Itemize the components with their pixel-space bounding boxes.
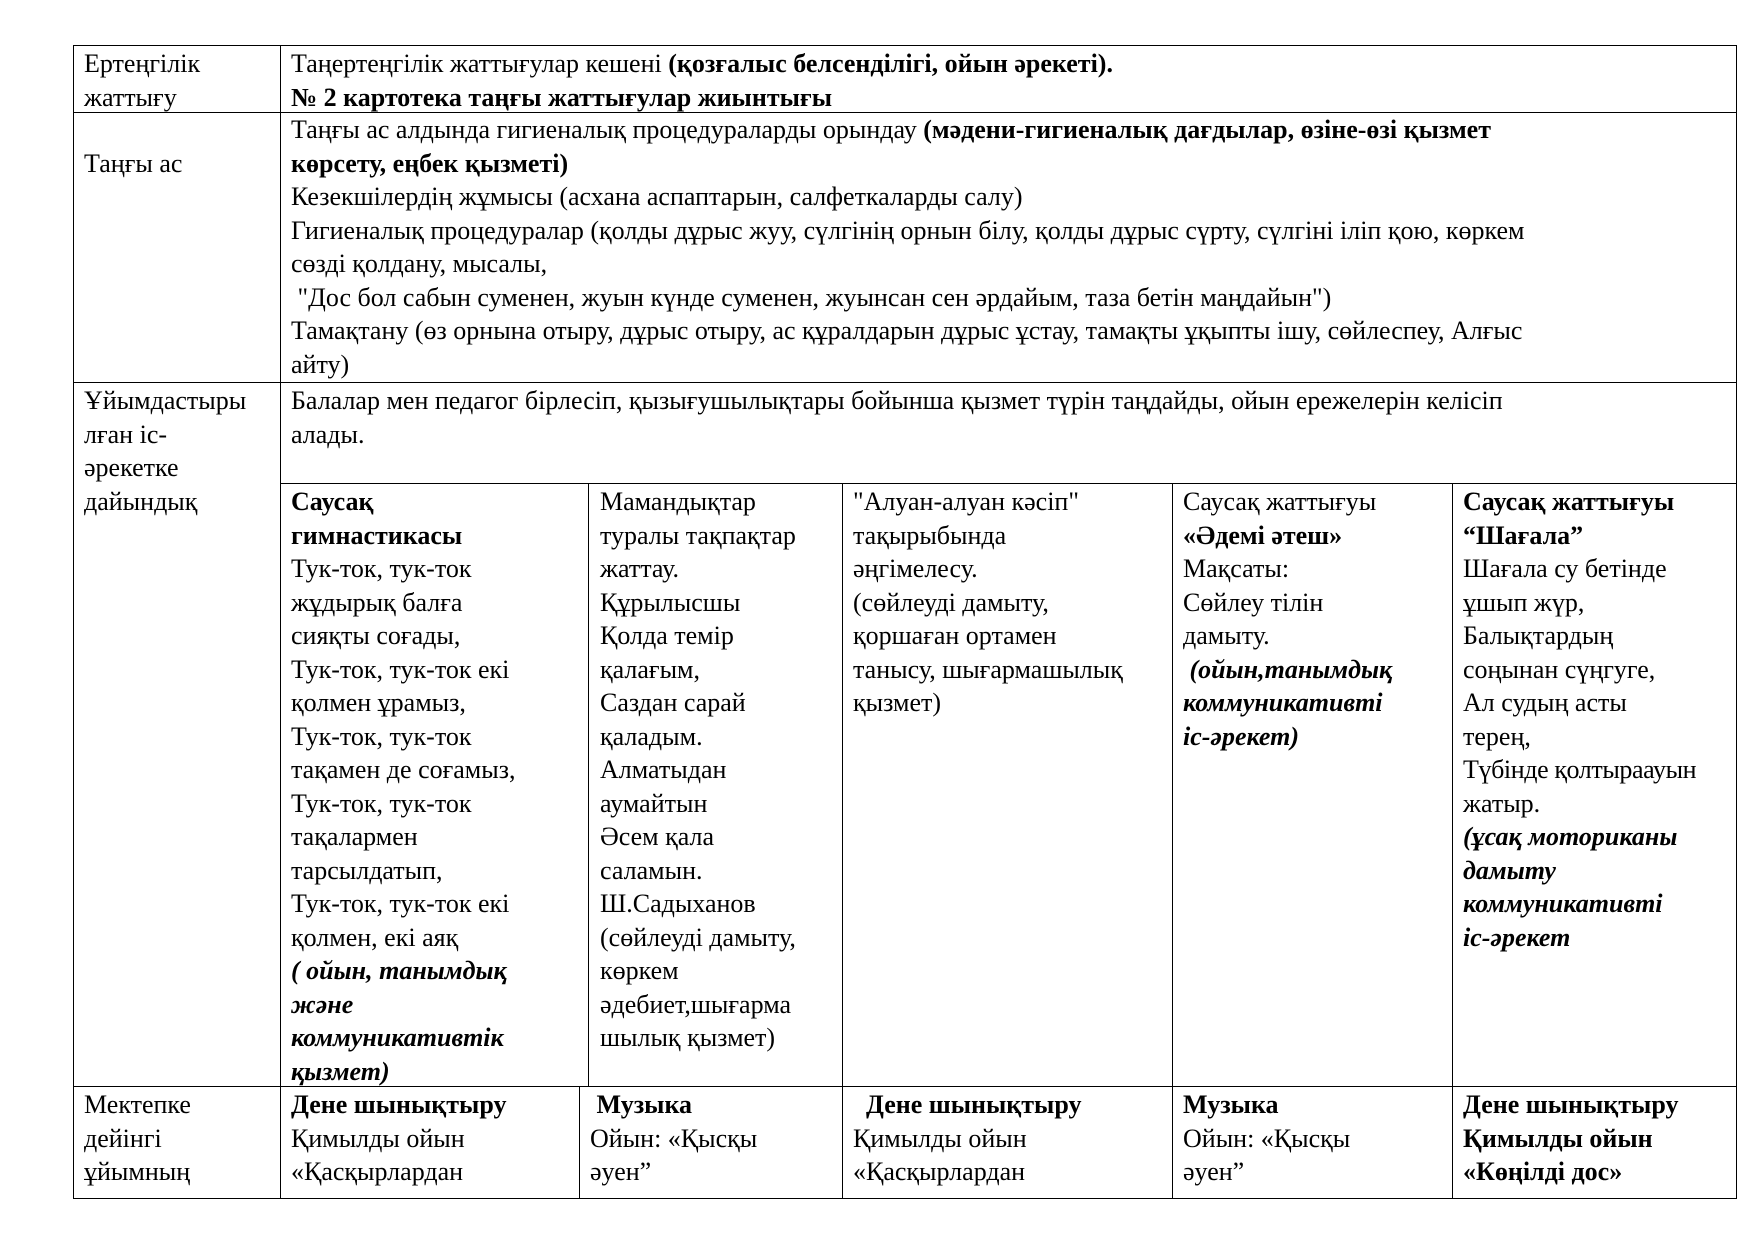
professions-talk-cell: "Алуан-алуан кәсіп" тақырыбында әңгімелесу. (сөйлеуді дамыту, қоршаған ортамен танысу, шығармашылық қызмет) xyxy=(853,487,1123,717)
row-divider xyxy=(280,483,1737,484)
column-divider xyxy=(1172,483,1173,1198)
column-divider xyxy=(588,483,589,1086)
column-divider xyxy=(579,1086,580,1198)
schedule-table xyxy=(73,45,1737,1198)
morning-exercise-label: Ертеңгілік жаттығу xyxy=(84,49,201,112)
morning-exercise-content: Таңертеңгілік жаттығулар кешені (қозғалыс белсенділігі, ойын әрекеті). № 2 картотека таңғы жаттығулар жиынтығы xyxy=(291,49,1113,112)
seagull-exercise-cell: Саусақ жаттығуы “Шағала” Шағала су бетінде ұшып жүр, Балықтардың соңынан сүңгуге, Ал судың асты терең, Түбінде қолтыраауын жатыр. (ұсақ моториканы дамыту коммуникативті іс-әрекет xyxy=(1463,487,1697,952)
table-bottom-border xyxy=(73,1198,1737,1199)
table-top-border xyxy=(73,45,1737,46)
school-col3: Дене шынықтыру Қимылды ойын «Қасқырлардан xyxy=(853,1090,1082,1186)
table-right-border xyxy=(1736,45,1737,1199)
table-left-border xyxy=(73,45,74,1199)
preparation-label: Ұйымдастыры лған іс- әрекетке дайындық xyxy=(84,386,247,516)
school-col1: Дене шынықтыру Қимылды ойын «Қасқырлардан xyxy=(291,1090,507,1186)
school-label: Мектепке дейінгі ұйымның xyxy=(84,1090,191,1186)
school-col4: Музыка Ойын: «Қысқы әуен” xyxy=(1183,1090,1351,1186)
professions-poem-cell: Мамандықтар туралы тақпақтар жаттау. Құрылысшы Қолда темір қалағым, Саздан сарай қаладым. Алматыдан аумайтын Әсем қала саламын. Ш.Садыханов (сөйлеуді дамыту, көркем әдебиет,шығарма шылық қызмет) xyxy=(600,487,796,1052)
school-col5: Дене шынықтыру Қимылды ойын «Көңілді дос» xyxy=(1463,1090,1679,1186)
column-divider xyxy=(1452,483,1453,1198)
column-divider xyxy=(842,483,843,1198)
preparation-intro: Балалар мен педагог бірлесіп, қызығушылықтары бойынша қызмет түрін таңдайды, ойын ережелерін келісіп алады. xyxy=(291,386,1503,449)
breakfast-content: Таңғы ас алдында гигиеналық процедураларды орындау (мәдени-гигиеналық дағдылар, өзіне-өзі қызмет көрсету, еңбек қызметі) Кезекшілердің жұмысы (асхана аспаптарын, салфеткаларды салу) Гигиеналық процедуралар (қолды дұрыс жуу, сүлгінің орнын білу, қолды дұрыс сүрту, сүлгіні іліп қою, көркем сөзді қолдану, мысалы, "Дос бол сабын суменен, жуын күнде суменен, жуынсан сен әрдайым, таза бетін маңдайын") Тамақтану (өз орнына отыру, дұрыс отыру, ас құралдарын дұрыс ұстау, тамақты ұқыпты ішу, сөйлеспеу, Алғыс айту) xyxy=(291,115,1525,379)
label-column-divider xyxy=(280,45,281,1199)
finger-gymnastics-cell: Саусақ гимнастикасы Тук-ток, тук-ток жұдырық балға сияқты соғады, Тук-ток, тук-ток екі қолмен ұрамыз, Тук-ток, тук-ток тақамен де соғамыз, Тук-ток, тук-ток тақалармен тарсылдатып, Тук-ток, тук-ток екі қолмен, екі аяқ ( ойын, танымдық және коммуникативтік қызмет) xyxy=(291,487,516,1086)
rooster-exercise-cell: Саусақ жаттығуы «Әдемі әтеш» Мақсаты: Сөйлеу тілін дамыту. (ойын,танымдық коммуникативті іс-әрекет) xyxy=(1183,487,1393,751)
row-divider xyxy=(73,382,1737,383)
breakfast-label: Таңғы ас xyxy=(84,149,183,178)
school-col2: Музыка Ойын: «Қысқы әуен” xyxy=(590,1090,758,1186)
